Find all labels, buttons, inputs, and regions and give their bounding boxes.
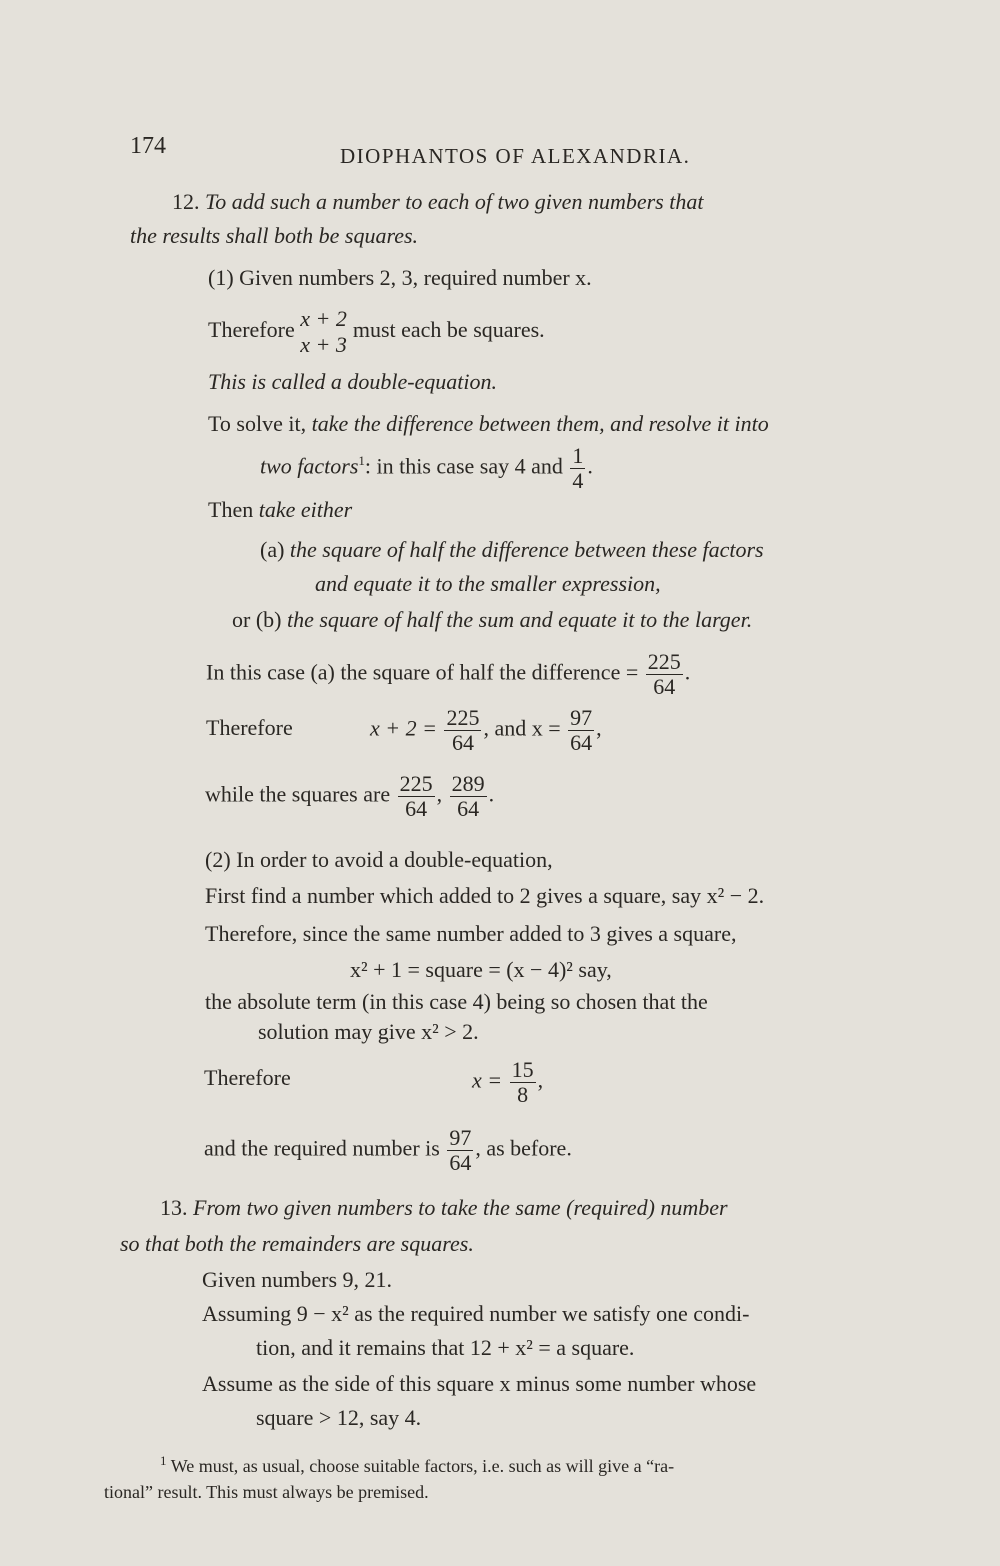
therefore-label: Therefore bbox=[208, 317, 295, 343]
expression-x-plus-2: x + 2 bbox=[300, 306, 347, 331]
case-1-line: (1) Given numbers 2, 3, required number x. bbox=[208, 265, 592, 290]
assuming-line-2: tion, and it remains that 12 + x² = a square. bbox=[256, 1335, 635, 1360]
solve-italic: take the difference between them, and resolve it into bbox=[311, 411, 769, 436]
fraction-97-64: $\frac{97}{64}$ bbox=[449, 1125, 472, 1175]
then-line bbox=[208, 496, 352, 524]
x-plus-2-eq-text: x + 2 = bbox=[370, 715, 437, 741]
option-a-text-2: and equate it to the smaller expression, bbox=[315, 571, 661, 596]
proposition-12-label: 12. bbox=[172, 189, 200, 214]
footnote-mark: 1 bbox=[160, 1453, 167, 1468]
x-plus-2-equation bbox=[370, 706, 602, 755]
absolute-term-line-1: the absolute term (in this case 4) being so chosen that the bbox=[205, 989, 708, 1014]
therefore-label: Therefore bbox=[206, 715, 293, 740]
while-squares-line bbox=[205, 772, 494, 821]
while-squares-text: while the squares are bbox=[205, 781, 391, 807]
footnote-text-1: We must, as usual, choose suitable factors, i.e. such as will give a “ra- bbox=[170, 1456, 675, 1476]
comma: , bbox=[436, 781, 443, 807]
proposition-13-statement bbox=[160, 1194, 728, 1222]
footnote-line-1 bbox=[160, 1452, 674, 1480]
option-b-line bbox=[232, 606, 752, 634]
fraction-225-64: $\frac{225}{64}$ bbox=[647, 649, 681, 699]
assuming-line-1: Assuming 9 − x² as the required number we satisfy one condi- bbox=[202, 1301, 750, 1326]
option-a-text-1: the square of half the difference between these factors bbox=[289, 537, 764, 562]
proposition-12-text-1: To add such a number to each of two given numbers that bbox=[205, 189, 704, 214]
expression-x-plus-3: x + 3 bbox=[300, 332, 347, 357]
option-b-label: or (b) bbox=[232, 607, 282, 632]
absolute-term-line-2: solution may give x² > 2. bbox=[258, 1019, 479, 1044]
fraction-225-64: $\frac{225}{64}$ bbox=[446, 705, 480, 755]
required-number-line bbox=[204, 1126, 572, 1175]
proposition-13-text-1: From two given numbers to take the same (required) number bbox=[193, 1195, 728, 1220]
fraction-289-64: $\frac{289}{64}$ bbox=[451, 771, 485, 821]
square-equation-line: x² + 1 = square = (x − 4)² say, bbox=[350, 957, 612, 982]
proposition-12-text-2: the results shall both be squares. bbox=[130, 223, 419, 248]
assume-side-line-2: square > 12, say 4. bbox=[256, 1405, 422, 1430]
solve-line bbox=[208, 410, 769, 438]
in-this-case-line bbox=[206, 650, 690, 699]
period: . bbox=[684, 659, 691, 685]
and-x-eq-text: , and x = bbox=[483, 715, 561, 741]
proposition-13-label: 13. bbox=[160, 1195, 188, 1220]
therefore-label-3: Therefore bbox=[204, 1065, 291, 1090]
must-each-text: must each be squares. bbox=[352, 317, 545, 343]
assume-side-line-1: Assume as the side of this square x minus some number whose bbox=[202, 1371, 757, 1396]
double-expression-line bbox=[208, 306, 545, 358]
footnote-reference: 1 bbox=[358, 453, 365, 469]
comma: , bbox=[596, 715, 602, 741]
page-number: 174 bbox=[130, 133, 166, 159]
fraction-97-64: $\frac{97}{64}$ bbox=[570, 705, 593, 755]
x-equals-15-8 bbox=[472, 1058, 543, 1107]
comma: , bbox=[537, 1067, 544, 1093]
since-same-line: Therefore, since the same number added to 3 gives a square, bbox=[205, 921, 737, 946]
therefore-x-line bbox=[206, 714, 293, 742]
case-2-line: (2) In order to avoid a double-equation, bbox=[205, 847, 553, 872]
footnote-text-2: tional” result. This must always be premised. bbox=[104, 1482, 429, 1502]
running-title: DIOPHANTOS OF ALEXANDRIA. bbox=[340, 144, 691, 168]
option-a-label: (a) bbox=[260, 537, 285, 562]
fraction-225-64: $\frac{225}{64}$ bbox=[399, 771, 433, 821]
solve-plain: To solve it, bbox=[208, 411, 307, 436]
required-is-text: and the required number is bbox=[204, 1135, 440, 1161]
fraction-one-quarter: $\frac{1}{4}$ bbox=[572, 443, 584, 493]
in-this-case-text: In this case (a) the square of half the difference = bbox=[206, 659, 639, 685]
period: . bbox=[587, 453, 593, 479]
fraction-15-8: $\frac{15}{8}$ bbox=[511, 1057, 534, 1107]
period: . bbox=[488, 781, 495, 807]
then-italic: take either bbox=[258, 497, 353, 522]
first-find-line: First find a number which added to 2 gives a square, say x² − 2. bbox=[205, 883, 765, 908]
option-a-line-1 bbox=[260, 536, 764, 564]
proposition-13-text-2: so that both the remainders are squares. bbox=[120, 1231, 474, 1256]
option-b-text: the square of half the sum and equate it to the larger. bbox=[286, 607, 753, 632]
two-factors-line bbox=[260, 444, 593, 493]
proposition-12-statement bbox=[172, 188, 703, 216]
then-plain: Then bbox=[208, 497, 254, 522]
x-eq-text: x = bbox=[472, 1067, 503, 1093]
two-factors-text: two factors bbox=[260, 453, 359, 479]
as-before-text: , as before. bbox=[475, 1135, 572, 1161]
double-equation-note: This is called a double-equation. bbox=[208, 369, 498, 394]
given-numbers-line: Given numbers 9, 21. bbox=[202, 1267, 393, 1292]
brace-group bbox=[300, 306, 347, 358]
say-text: : in this case say 4 and bbox=[364, 453, 563, 479]
